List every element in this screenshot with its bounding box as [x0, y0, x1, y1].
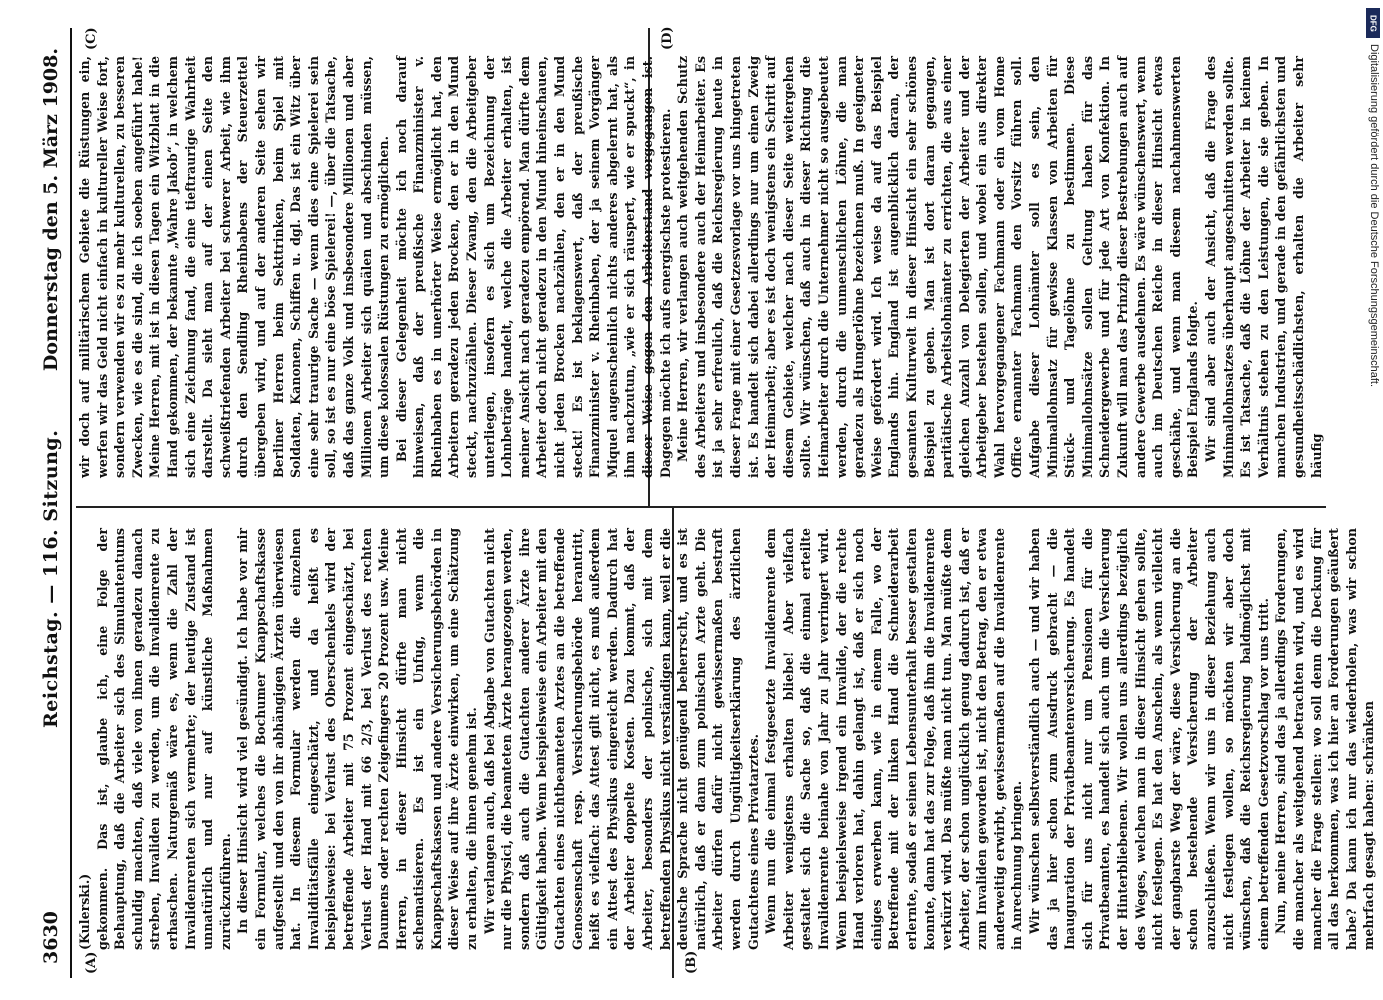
- margin-letter-a: (A): [84, 951, 99, 974]
- margin-letter-b: (B): [684, 950, 699, 974]
- left-column: [76, 528, 1377, 950]
- margin-letter-d: (D): [660, 26, 675, 50]
- page-header: [30, 28, 72, 978]
- session-date: Donnerstag den 5. März 1908.: [40, 48, 62, 372]
- column-divider: [76, 507, 1326, 509]
- dfg-logo: DFG: [1366, 8, 1380, 38]
- session-title: Reichstag. — 116. Sitzung.: [40, 429, 62, 728]
- margin-letter-c: (C): [84, 27, 99, 50]
- speaker-label: (Kulerski.): [77, 873, 92, 950]
- paragraph: Wenn nun die einmal festgesetzte Invalidenrente dem Arbeiter wenigstens erhalten bliebe! Aber vielfach gestaltet sich die Sache so, daß die einmal erteilte Invalidenrente beinahe von Jahr zu Jahr verringert wird. Wenn beispielsweise irgend ein Invalide, der die rechte Hand verloren hat, dahin gelangt ist, daß er sich noch einiges erwerben kann, wie in einem Falle, wo der Betreffende mit der linken Hand die Schneiderarbeit erlernte, sodaß er seinen Lebensunterhalt besser gestalten konnte, dann hat das zur Folge, daß ihm die Invalidenrente verkürzt wird. Das müßte man nicht tun. Man müßte dem Arbeiter, der schon unglücklich genug dadurch ist, daß er zum Invaliden geworden ist, nicht den Betrag, den er etwa anderweitig erwirbt, gewissermaßen auf die Invalidenrente in Anrechnung bringen.: [763, 528, 1025, 950]
- paragraph: Meine Herren, wir verlangen auch weitgehenden Schutz des Arbeiters und insbesondere auch der Heimarbeiter. Es ist ja sehr erfreulich, daß die Reichsregierung heute in dieser Frage mit einer Gesetzesvorlage vor uns hingetreten ist. Es handelt sich dabei allerdings nur um einen Zweig der Heimarbeit; aber es ist doch wenigstens ein Schritt auf diesem Gebiete, welcher nach dieser Seite weitergehen sollte. Wir wünschen, daß auch in dieser Richtung die Heimarbeiter durch die Unternehmer nicht so ausgebeutet werden, durch die unmenschlichen Löhne, die man geradezu als Hungerlöhne bezeichnen muß. In geeigneter Weise gefördert wird. Ich weise da auf das Beispiel Englands hin. England ist augenblicklich daran, der gesamten Kulturwelt in dieser Hinsicht ein sehr schönes Beispiel zu geben. Man ist dort daran gegangen, paritätische Arbeitslohnämter zu errichten, die aus einer gleichen Anzahl von Delegierten der Arbeiter und der Arbeitgeber bestehen sollen, und wobei ein aus direkter Wahl hervorgegangener Fachmann oder ein vom Home Office ernannter Fachmann den Vorsitz führen soll. Aufgabe dieser Lohnämter soll es sein, den Minimallohnsatz für gewisse Klassen von Arbeiten für Stück- und Tagelöhne zu bestimmen. Diese Minimallohnsätze sollen Geltung haben für das Schneidergewerbe und für jede Art von Konfektion. In Zukunft will man das Prinzip dieser Bestrebungen auch auf andere Gewerbe ausdehnen. Es wäre wünschenswert, wenn auch im Deutschen Reiche in dieser Hinsicht etwas geschähe, und wenn man diesem nachahmenswerten Beispiel Englands folgte.: [675, 56, 1201, 478]
- paragraph: Wir sind aber auch der Ansicht, daß die Frage des Minimallohnsatzes überhaupt angeschnitten werden sollte. Es ist Tatsache, daß die Löhne der Arbeiter in keinem Verhältnis stehen zu den Leistungen, die sie geben. In manchen Industrien, und gerade in den gefährlichsten und gesundheitsschädlichsten, erhalten die Arbeiter sehr häufig: [1203, 56, 1324, 478]
- paragraph: In dieser Hinsicht wird viel gesündigt. Ich habe vor mir ein Formular, welches die Bochumer Knappschaftskasse aufgestellt und den von ihr abhängigen Ärzten überwiesen hat. In diesem Formular werden die einzelnen Invaliditätsfälle eingeschätzt, und da heißt es beispielsweise: bei Verlust des Oberschenkels wird der betreffende Arbeiter mit 75 Prozent eingeschätzt, bei Verlust der Hand mit 66 2/3, bei Verlust des rechten Daumens oder rechten Zeigefingers 20 Prozent usw. Meine Herren, in dieser Hinsicht dürfte man nicht schematisieren. Es ist ein Unfug, wenn die Knappschaftskassen und andere Versicherungsbehörden in dieser Weise auf ihre Ärzte einwirken, um eine Schätzung zu erhalten, die ihnen genehm ist.: [235, 528, 480, 950]
- page-number: 3630: [40, 911, 62, 964]
- funding-credit: Digitalisierung gefördert durch die Deutsche Forschungsgemeinschaft.: [1368, 44, 1380, 388]
- paragraph: gekommen. Das ist, glaube ich, eine Folge der Behauptung, daß die Arbeiter sich des Simulantentums schuldig machten, daß viele von ihnen geradezu danach streben, Invaliden zu werden, um die Invalidenrente zu erhaschen. Naturgemäß wäre es, wenn die Zahl der Invalidenrenten sich vermehrte; der heutige Zustand ist unnatürlich und nur auf künstliche Maßnahmen zurückzuführen.: [94, 528, 233, 950]
- paragraph: Nun, meine Herren, sind das ja allerdings Forderungen, die mancher als weitgehend betrachten wird, und es wird mancher die Frage stellen: wo soll denn die Deckung für all das herkommen, was ich hier an Forderungen geäußert habe? Da kann ich nur das wiederholen, was wir schon mehrfach gesagt haben: schränken: [1273, 528, 1377, 950]
- right-column: [76, 56, 1326, 478]
- paragraph: wir doch auf militärischem Gebiete die Rüstungen ein, werfen wir das Geld nicht einfach in kultureller Weise fort, sondern verwenden wir es zu mehr kulturellen, zu besseren Zwecken, wie es die sind, die ich soeben angeführt habe! Meine Herren, mit ist in diesen Tagen ein Witzblatt in die Hand gekommen, der bekannte „Wahre Jakob“, in welchem sich eine Zeichnung fand, die eine tieftraurige Wahrheit darstellt. Da sieht man auf der einen Seite den schweißtriefenden Arbeiter bei schwerer Arbeit, wie ihm durch den Sendling Rheinbabens der Steuerzettel übergeben wird, und auf der anderen Seite sehen wir Berliner Herren beim Sekttrinken, beim Spiel mit Soldaten, Kanonen, Schiffen u. dgl. Das ist ein Witz über eine sehr traurige Sache — wenn dies eine Spielerei sein soll, so ist es nur eine böse Spielerei! —, über die Tatsache, daß das ganze Volk und insbesondere Millionen und aber Millionen Arbeiter sich quälen und abschinden müssen, um diese kolossalen Rüstungen zu ermöglichen.: [77, 56, 392, 478]
- paragraph: Wir verlangen auch, daß bei Abgabe von Gutachten nicht nur die Physici, die beamteten Ärzte herangezogen werden, sondern daß auch die Gutachten anderer Ärzte ihre Gültigkeit haben. Wenn beispielsweise ein Arbeiter mit den Gutachten eines nichtbeamteten Arztes an die betreffende Genossenschaft resp. Versicherungsbehörde herantritt, heißt es vielfach: das Attest gilt nicht, es muß außerdem ein Attest des Physikus eingereicht werden. Dadurch hat der Arbeiter doppelte Kosten. Dazu kommt, daß der Arbeiter, besonders der polnische, sich mit dem betreffenden Physikus nicht verständigen kann, weil er die deutsche Sprache nicht genügend beherrscht, und es ist natürlich, daß er dann zum polnischen Arzte geht. Die Arbeiter dürfen dafür nicht gewissermaßen bestraft werden durch Ungültigkeitserklärung des ärztlichen Gutachtens eines Privatarztes.: [481, 528, 761, 950]
- paragraph: Wir wünschen selbstverständlich auch — und wir haben das ja hier schon zum Ausdruck gebracht — die Inauguration der Privatbeamtenversicherung. Es handelt sich für uns nicht nur um Pensionen für die Privatbeamten, es handelt sich auch um die Versicherung der Hinterbliebenen. Wir wollen uns allerdings bezüglich des Weges, welchen man in dieser Hinsicht gehen sollte, nicht festlegen. Es hat den Anschein, als wenn vielleicht der gangbarste Weg der wäre, diese Versicherung an die schon bestehende Versicherung der Arbeiter anzuschließen. Wenn wir uns in dieser Beziehung auch nicht festlegen wollen, so möchten wir aber doch wünschen, daß die Reichsregierung baldmöglichst mit einem betreffenden Gesetzvorschlag vor uns tritt.: [1027, 528, 1271, 950]
- paragraph: Bei dieser Gelegenheit möchte ich noch darauf hinweisen, daß der preußische Finanzminister v. Rheinbaben es in unerhörter Weise ermöglicht hat, den Arbeitern geradezu jeden Brocken, den er in den Mund steckt, nachzuzählen. Dieser Zwang, den die Arbeitgeber unterliegen, insofern es sich um Bezeichnung der Lohnbeträge handelt, welche die Arbeiter erhalten, ist meiner Ansicht nach geradezu empörend. Man dürfte dem Arbeiter doch nicht geradezu in den Mund hineinschauen, nicht jeden Brocken nachzählen, den er in den Mund steckt! Es ist beklagenswert, daß der preußische Finanzminister v. Rheinbaben, der ja seinem Vorgänger Miquel augenscheinlich nichts anderes abgelernt hat, als ihm nachzutun, „wie er sich räuspert, wie er spuckt“, in dieser Weise gegen den Arbeiterstand vorgegangen ist. Dagegen möchte ich aufs energischste protestieren.: [393, 56, 673, 478]
